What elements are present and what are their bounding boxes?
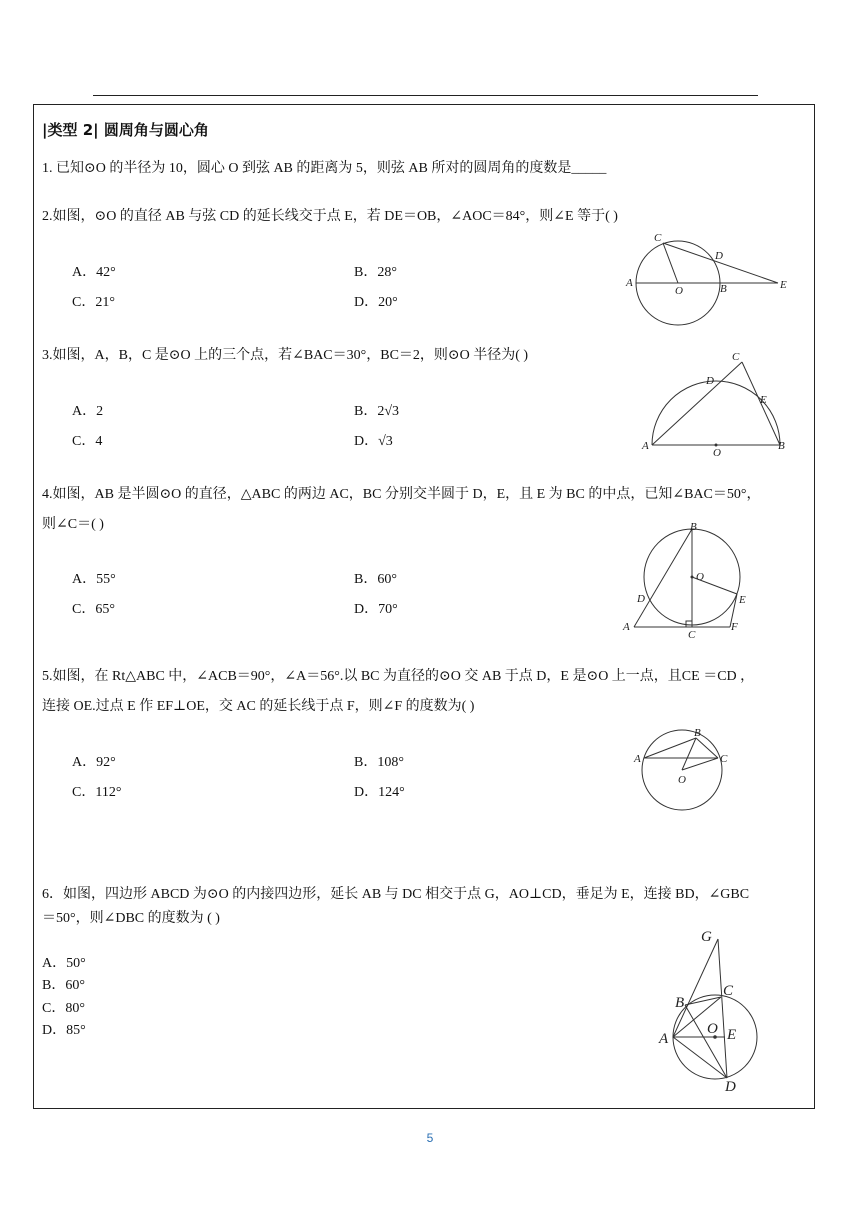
question-1: 1. 已知⊙O 的半径为 10，圆心 O 到弦 AB 的距离为 5，则弦 AB 所对的圆周角的度数是_____ (42, 161, 607, 176)
q4-option-b: B．60° (354, 572, 397, 587)
q6-label-c: C (723, 983, 734, 999)
q4-center-dot (691, 576, 694, 579)
q6-option-b: B．60° (42, 978, 85, 993)
q2-option-a: A．42° (72, 265, 116, 280)
q6-label-g: G (701, 929, 712, 945)
q3-label-c: C (732, 351, 740, 363)
q6-option-c: C．80° (42, 1001, 85, 1016)
q6-line-bd (685, 1005, 727, 1078)
q4-right-angle (686, 621, 692, 627)
q4-line-ba (634, 529, 692, 627)
q4-option-d: D．70° (354, 602, 398, 617)
q5-label-o: O (678, 774, 686, 786)
q5-label-c: C (720, 753, 728, 765)
q3-option-d: D．√3 (354, 434, 393, 449)
question-6-line2: ＝50°，则∠DBC 的度数为 ( ) (42, 911, 220, 926)
question-4-line2: 则∠C＝( ) (42, 517, 104, 532)
q2-line-ce (663, 243, 778, 283)
q6-option-a: A．50° (42, 956, 86, 971)
q2-label-c: C (654, 232, 662, 244)
q6-label-o: O (707, 1021, 718, 1037)
q2-label-d: D (715, 250, 723, 262)
q6-line-ad (673, 1037, 727, 1078)
q6-label-e: E (727, 1027, 737, 1043)
q3-option-a: A．2 (72, 404, 104, 419)
q2-option-d: D．20° (354, 295, 398, 310)
q6-label-b: B (675, 995, 685, 1011)
q4-label-d: D (637, 593, 645, 605)
q3-label-b: B (778, 440, 785, 452)
question-4-line1: 4.如图，AB 是半圆⊙O 的直径，△ABC 的两边 AC，BC 分别交半圆于 D，E，且 E 为 BC 的中点，已知∠BAC＝50°， (42, 487, 761, 502)
q6-label-a: A (659, 1031, 669, 1047)
q4-label-e: E (739, 594, 746, 606)
question-5-line1: 5.如图，在 Rt△ABC 中，∠ACB＝90°，∠A＝56°.以 BC 为直径的⊙O 交 AB 于点 D，E 是⊙O 上一点，且CE ＝CD ， (42, 669, 755, 684)
q4-option-a: A．55° (72, 572, 116, 587)
q3-label-o: O (713, 447, 721, 459)
question-5-line2: 连接 OE.过点 E 作 EF⊥OE，交 AC 的延长线于点 F，则∠F 的度数为( ) (42, 699, 475, 714)
question-3: 3.如图，A，B，C 是⊙O 上的三个点，若∠BAC＝30°，BC＝2，则⊙O 半径为( ) (42, 348, 529, 363)
page-number: 5 (426, 1131, 434, 1145)
q2-option-b: B．28° (354, 265, 397, 280)
q5-option-a: A．92° (72, 755, 116, 770)
q2-label-e: E (780, 279, 787, 291)
q2-figure (620, 228, 800, 328)
q2-option-c: C．21° (72, 295, 115, 310)
q4-option-c: C．65° (72, 602, 115, 617)
q4-label-a: A (623, 621, 630, 633)
q5-option-d: D．124° (354, 785, 405, 800)
q4-label-b: B (690, 521, 697, 533)
question-2: 2.如图，⊙O 的直径 AB 与弦 CD 的延长线交于点 E，若 DE＝OB，∠AOC＝84°，则∠E 等于( ) (42, 209, 618, 224)
section-title: |类型 2| 圆周角与圆心角 (42, 121, 209, 139)
q3-label-a: A (642, 440, 649, 452)
q4-label-f: F (731, 621, 738, 633)
q5-line-oc (682, 758, 718, 770)
q5-figure (630, 722, 740, 817)
q6-line-gd (718, 939, 727, 1078)
q5-label-b: B (694, 727, 701, 739)
q3-option-b: B．2√3 (354, 404, 400, 419)
q2-label-b: B (720, 283, 727, 295)
q5-label-a: A (634, 753, 641, 765)
q6-option-d: D．85° (42, 1023, 86, 1038)
q3-semicircle (652, 381, 780, 445)
q3-figure (640, 350, 800, 460)
q2-label-o: O (675, 285, 683, 297)
q6-figure (655, 925, 775, 1095)
q3-label-d: D (706, 375, 714, 387)
q3-label-e: E (760, 394, 767, 406)
q5-option-c: C．112° (72, 785, 122, 800)
question-6-line1: 6．如图，四边形 ABCD 为⊙O 的内接四边形，延长 AB 与 DC 相交于点 G，AO⊥CD，垂足为 E，连接 BD，∠GBC (42, 887, 750, 902)
q3-option-c: C．4 (72, 434, 103, 449)
q6-label-d: D (725, 1079, 736, 1095)
q4-figure (620, 522, 760, 642)
header-rule (93, 95, 758, 96)
q2-line-co (663, 243, 678, 283)
q4-label-c: C (688, 629, 696, 641)
q5-option-b: B．108° (354, 755, 404, 770)
q5-line-bc (696, 738, 718, 758)
q4-label-o: O (696, 571, 704, 583)
q3-line-ac (652, 362, 742, 445)
q2-label-a: A (626, 277, 633, 289)
